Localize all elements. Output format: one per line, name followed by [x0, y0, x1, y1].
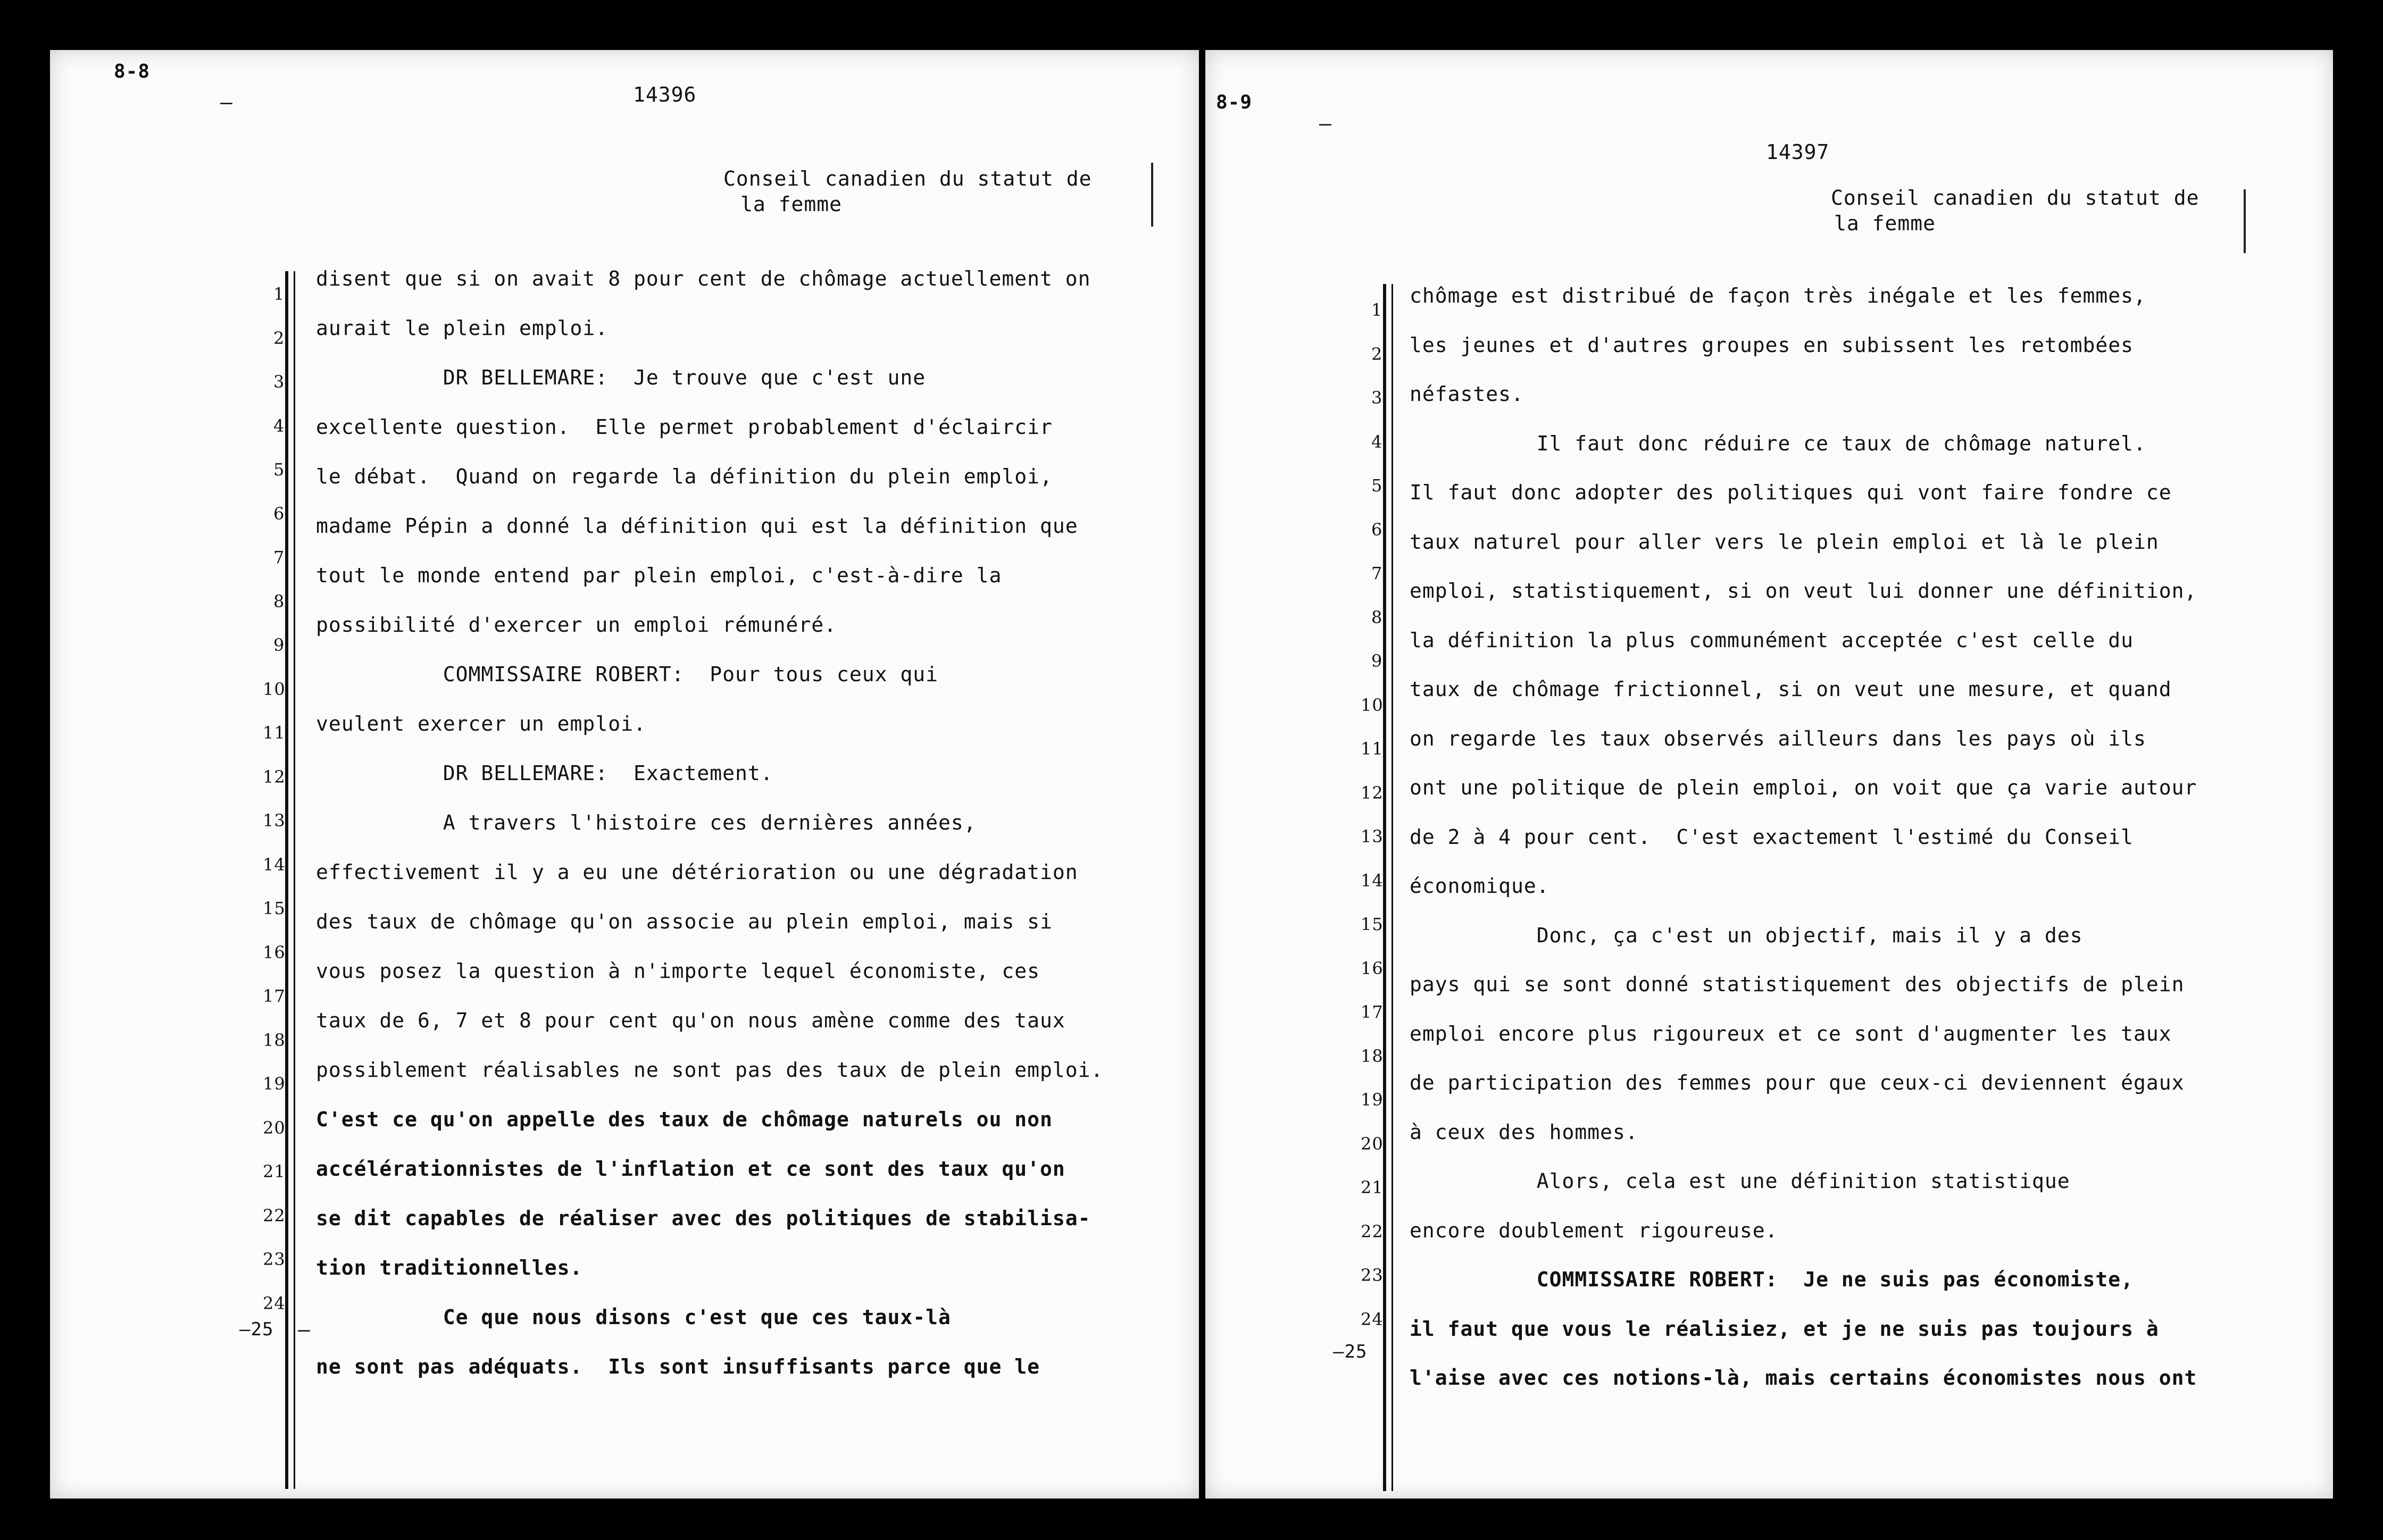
right-line-25-mark: —25 [1333, 1341, 1368, 1362]
line-number: 6 [1371, 519, 1383, 540]
transcript-line: Il faut donc réduire ce taux de chômage naturel. [1410, 431, 2146, 455]
line-number: 18 [263, 1030, 286, 1050]
transcript-line: madame Pépin a donné la définition qui est la définition que [316, 514, 1078, 538]
right-header-line1: Conseil canadien du statut de [1831, 186, 2199, 210]
transcript-line: vous posez la question à n'importe lequel économiste, ces [316, 959, 1040, 983]
right-margin-rule [1383, 284, 1393, 1491]
line-number: 10 [263, 679, 286, 699]
transcript-line: économique. [1410, 874, 1549, 898]
right-top-dash: — [1319, 112, 1332, 135]
line-number: 20 [263, 1117, 286, 1138]
transcript-line: effectivement il y a eu une détérioration ou une dégradation [316, 860, 1078, 884]
line-number: 22 [263, 1205, 286, 1226]
right-header-line2: la femme [1834, 212, 1936, 235]
line-number: 23 [1361, 1265, 1384, 1285]
transcript-line: COMMISSAIRE ROBERT: Pour tous ceux qui [316, 663, 939, 686]
line-number: 5 [1371, 475, 1383, 496]
transcript-line: taux de chômage frictionnel, si on veut une mesure, et quand [1410, 677, 2172, 701]
line-number: 8 [273, 591, 285, 612]
line-number: 3 [273, 372, 285, 392]
transcript-line: chômage est distribué de façon très inégale et les femmes, [1410, 284, 2146, 307]
line-number: 9 [1371, 651, 1383, 671]
transcript-line: ne sont pas adéquats. Ils sont insuffisants parce que le [316, 1355, 1040, 1378]
transcript-line: emploi, statistiquement, si on veut lui donner une définition, [1410, 579, 2197, 602]
line-number: 4 [273, 415, 285, 436]
left-transcript-page [50, 50, 1199, 1499]
transcript-line: de 2 à 4 pour cent. C'est exactement l'estimé du Conseil [1410, 825, 2134, 849]
transcript-line: possibilité d'exercer un emploi rémunéré. [316, 613, 837, 637]
right-transcript-page [1205, 50, 2333, 1499]
transcript-line: C'est ce qu'on appelle des taux de chômage naturels ou non [316, 1108, 1053, 1131]
transcript-line: Donc, ça c'est un objectif, mais il y a des [1410, 923, 2083, 947]
left-margin-rule [285, 271, 295, 1489]
left-line-25-mark: —25 [239, 1319, 274, 1340]
transcript-line: A travers l'histoire ces dernières années, [316, 811, 977, 834]
transcript-line: on regarde les taux observés ailleurs dans les pays où ils [1410, 726, 2146, 750]
left-page-number: 14396 [633, 83, 697, 106]
line-number: 24 [1361, 1309, 1384, 1329]
transcript-line: tout le monde entend par plein emploi, c'est-à-dire la [316, 564, 1002, 587]
transcript-line: DR BELLEMARE: Je trouve que c'est une [316, 366, 926, 389]
transcript-line: excellente question. Elle permet probablement d'éclaircir [316, 415, 1053, 439]
transcript-line: se dit capables de réaliser avec des politiques de stabilisa- [316, 1207, 1091, 1230]
transcript-line: à ceux des hommes. [1410, 1120, 1638, 1144]
transcript-line: néfastes. [1410, 382, 1524, 406]
right-corner-label: 8-9 [1216, 91, 1253, 113]
line-number: 14 [1361, 870, 1384, 891]
line-number: 1 [1371, 300, 1383, 320]
transcript-line: encore doublement rigoureuse. [1410, 1218, 1778, 1242]
transcript-line: veulent exercer un emploi. [316, 712, 646, 735]
line-number: 17 [263, 986, 286, 1006]
transcript-line: taux de 6, 7 et 8 pour cent qu'on nous amène comme des taux [316, 1009, 1065, 1032]
line-number: 16 [263, 942, 286, 962]
line-number: 16 [1361, 958, 1384, 978]
line-number: 7 [1371, 563, 1383, 583]
left-corner-label: 8-8 [114, 61, 151, 82]
transcript-line: des taux de chômage qu'on associe au plein emploi, mais si [316, 910, 1053, 933]
line-number: 9 [273, 635, 285, 655]
line-number: 15 [1361, 914, 1384, 934]
transcript-line: les jeunes et d'autres groupes en subissent les retombées [1410, 333, 2134, 357]
transcript-line: taux naturel pour aller vers le plein emploi et là le plein [1410, 530, 2159, 554]
line-number: 5 [273, 459, 285, 480]
line-number: 13 [263, 810, 286, 831]
transcript-line: accélérationnistes de l'inflation et ce sont des taux qu'on [316, 1157, 1065, 1181]
line-number: 19 [1361, 1090, 1384, 1110]
transcript-line: Alors, cela est une définition statistique [1410, 1169, 2070, 1193]
line-number: 7 [273, 547, 285, 567]
line-number: 21 [1361, 1177, 1384, 1198]
line-number: 2 [1371, 344, 1383, 364]
line-number: 18 [1361, 1045, 1384, 1066]
line-number: 2 [273, 328, 285, 348]
line-number: 8 [1371, 607, 1383, 627]
line-number: 11 [1361, 739, 1384, 759]
line-number: 20 [1361, 1133, 1384, 1154]
transcript-line: ont une politique de plein emploi, on voit que ça varie autour [1410, 776, 2197, 799]
transcript-line: le débat. Quand on regarde la définition du plein emploi, [316, 465, 1053, 488]
line-number: 24 [263, 1293, 286, 1313]
line-number: 11 [263, 723, 286, 743]
line-number: 15 [263, 898, 286, 918]
transcript-line: DR BELLEMARE: Exactement. [316, 761, 773, 785]
line-number: 10 [1361, 694, 1384, 715]
transcript-line: COMMISSAIRE ROBERT: Je ne suis pas économiste, [1410, 1268, 2134, 1291]
right-header-rule [2244, 189, 2246, 253]
line-number: 12 [263, 766, 286, 787]
transcript-line: emploi encore plus rigoureux et ce sont d'augmenter les taux [1410, 1022, 2172, 1045]
transcript-line: disent que si on avait 8 pour cent de chômage actuellement on [316, 267, 1091, 290]
line-number: 19 [263, 1074, 286, 1094]
left-header-line1: Conseil canadien du statut de [723, 167, 1092, 190]
left-top-dash: — [220, 90, 233, 114]
transcript-line: l'aise avec ces notions-là, mais certains économistes nous ont [1410, 1366, 2197, 1390]
transcript-line: Ce que nous disons c'est que ces taux-là [316, 1305, 951, 1329]
line-number: 13 [1361, 826, 1384, 847]
line-number: 6 [273, 503, 285, 524]
line-number: 14 [263, 854, 286, 875]
transcript-line: la définition la plus communément acceptée c'est celle du [1410, 628, 2134, 652]
line-number: 1 [273, 284, 285, 304]
line-number: 23 [263, 1249, 286, 1269]
transcript-line: pays qui se sont donné statistiquement des objectifs de plein [1410, 973, 2185, 996]
line-number: 21 [263, 1161, 286, 1182]
right-page-number: 14397 [1766, 140, 1830, 164]
line-number: 12 [1361, 782, 1384, 803]
transcript-line: possiblement réalisables ne sont pas des taux de plein emploi. [316, 1058, 1104, 1082]
left-line-25-dash: — [298, 1318, 311, 1341]
line-number: 3 [1371, 388, 1383, 408]
line-number: 22 [1361, 1221, 1384, 1242]
line-number: 4 [1371, 431, 1383, 452]
transcript-line: Il faut donc adopter des politiques qui vont faire fondre ce [1410, 481, 2172, 504]
left-header-line2: la femme [740, 192, 843, 216]
transcript-line: il faut que vous le réalisiez, et je ne suis pas toujours à [1410, 1317, 2159, 1341]
transcript-line: de participation des femmes pour que ceux-ci deviennent égaux [1410, 1071, 2185, 1094]
left-header-rule [1151, 163, 1153, 227]
transcript-line: aurait le plein emploi. [316, 316, 609, 340]
transcript-line: tion traditionnelles. [316, 1256, 583, 1279]
line-number: 17 [1361, 1002, 1384, 1022]
